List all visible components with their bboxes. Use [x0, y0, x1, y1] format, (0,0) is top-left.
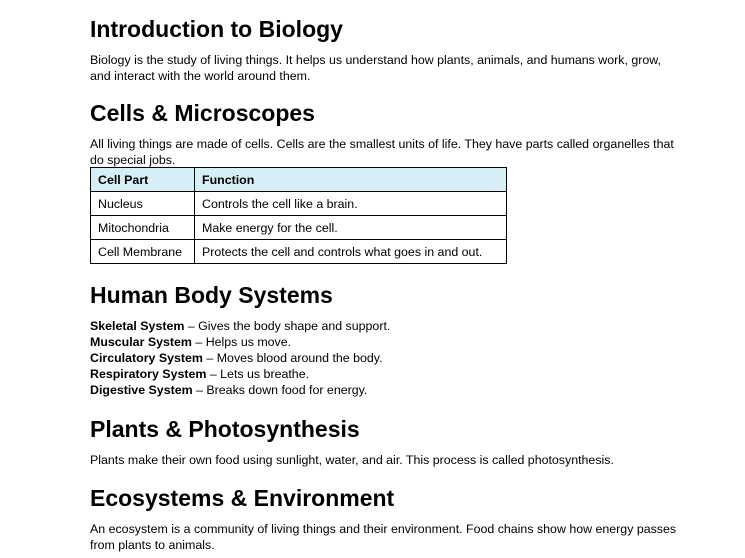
- system-description: – Breaks down food for energy.: [192, 383, 368, 397]
- cell-parts-table: [90, 167, 507, 264]
- section-title-ecosystems: Ecosystems & Environment: [90, 485, 395, 511]
- list-item: [90, 334, 390, 350]
- table-header-cell: Function: [195, 168, 507, 192]
- system-description: – Gives the body shape and support.: [184, 319, 391, 333]
- section-body-plants: Plants make their own food using sunlight, water, and air. This process is called photosynthesis.: [90, 453, 614, 467]
- body-systems-list: [90, 318, 390, 398]
- table-cell: Mitochondria: [91, 216, 195, 240]
- section-title-cells: Cells & Microscopes: [90, 100, 315, 126]
- system-term: Circulatory System: [90, 351, 203, 365]
- system-description: – Lets us breathe.: [206, 367, 310, 381]
- system-description: – Moves blood around the body.: [202, 351, 383, 365]
- system-term: Respiratory System: [90, 367, 207, 381]
- table-cell: Make energy for the cell.: [195, 216, 507, 240]
- system-term: Skeletal System: [90, 319, 185, 333]
- system-term: Digestive System: [90, 383, 193, 397]
- system-description: – Helps us move.: [191, 335, 292, 349]
- table-row: [91, 192, 507, 216]
- section-title-plants: Plants & Photosynthesis: [90, 416, 360, 442]
- section-body-intro: Biology is the study of living things. It helps us understand how plants, animals, and humans work, grow, and interact with the world around them.: [90, 53, 661, 83]
- system-term: Muscular System: [90, 335, 192, 349]
- table-header-cell: Cell Part: [91, 168, 195, 192]
- section-body-ecosystems: An ecosystem is a community of living things and their environment. Food chains show how energy passes from plants to animals.: [90, 522, 677, 552]
- list-item: [90, 366, 390, 382]
- table-cell: Cell Membrane: [91, 240, 195, 264]
- table-cell: Nucleus: [91, 192, 195, 216]
- table-header-row: [91, 168, 507, 192]
- table-row: [91, 240, 507, 264]
- list-item: [90, 382, 390, 398]
- section-body-cells: All living things are made of cells. Cells are the smallest units of life. They have parts called organelles that do special jobs.: [90, 137, 674, 167]
- table-cell: Controls the cell like a brain.: [195, 192, 507, 216]
- list-item: [90, 350, 390, 366]
- list-item: [90, 318, 390, 334]
- table-row: [91, 216, 507, 240]
- table-cell: Protects the cell and controls what goes in and out.: [195, 240, 507, 264]
- section-title-intro: Introduction to Biology: [90, 16, 343, 42]
- section-title-body-systems: Human Body Systems: [90, 282, 333, 308]
